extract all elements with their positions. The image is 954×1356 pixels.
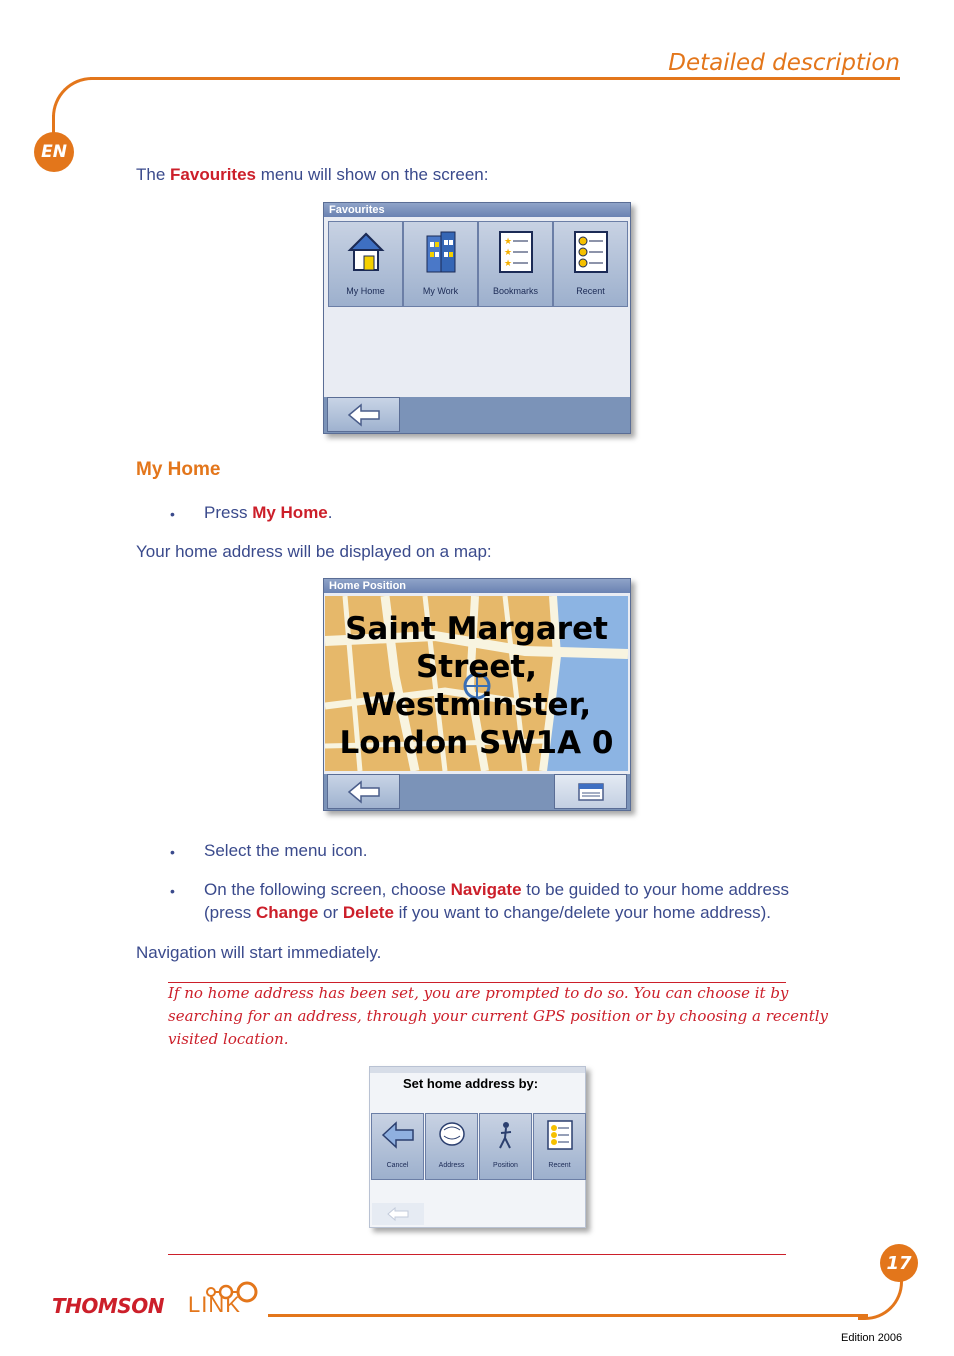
note-line-1: If no home address has been set, you are prompted to do so. You can choose it by bbox=[168, 984, 789, 1002]
walking-person-icon bbox=[489, 1120, 523, 1150]
address-line-2: Street, bbox=[415, 649, 538, 685]
change-post: if you want to change/delete your home address). bbox=[393, 903, 771, 922]
home-address-overlay bbox=[325, 610, 628, 762]
top-frame-line bbox=[90, 77, 900, 80]
office-building-icon bbox=[421, 230, 461, 274]
set-home-screen bbox=[369, 1066, 586, 1228]
note-line-2: searching for an address, through your current GPS position or by choosing a recently bbox=[168, 1007, 829, 1025]
bookmarks-label: Bookmarks bbox=[492, 286, 538, 296]
address-icon bbox=[435, 1120, 469, 1150]
page-number: 17 bbox=[880, 1244, 918, 1282]
intro-bold: Favourites bbox=[170, 165, 257, 184]
bookmark-list-icon bbox=[496, 230, 536, 274]
menu-icon bbox=[577, 782, 605, 802]
link-chain-icon bbox=[204, 1280, 266, 1304]
my-work-label: My Work bbox=[422, 286, 459, 296]
favourites-bottom-bar bbox=[324, 397, 630, 433]
recent-list-icon bbox=[571, 230, 611, 274]
address-label: Address bbox=[438, 1162, 465, 1169]
home-position-screen bbox=[323, 578, 631, 811]
edition-text: Edition 2006 bbox=[841, 1332, 903, 1344]
back-arrow-icon bbox=[347, 780, 381, 804]
bottom-frame-line bbox=[268, 1314, 868, 1317]
recent-location-button[interactable] bbox=[533, 1113, 586, 1180]
my-home-label: My Home bbox=[346, 286, 385, 296]
recent-list-icon bbox=[543, 1120, 577, 1150]
navigate-line-2 bbox=[204, 903, 771, 923]
navigate-pre: On the following screen, choose bbox=[204, 880, 451, 899]
favourites-screen bbox=[323, 202, 631, 434]
my-home-button[interactable] bbox=[328, 221, 403, 307]
home-bottom-bar bbox=[324, 774, 630, 810]
note-top-rule bbox=[168, 982, 786, 983]
svg-text:★: ★ bbox=[503, 247, 512, 257]
change-bold: Change bbox=[255, 903, 319, 922]
delete-bold: Delete bbox=[342, 903, 394, 922]
press-my-home-text bbox=[204, 503, 333, 523]
brand-name: THOMSON bbox=[52, 1294, 164, 1318]
map-intro-text: Your home address will be displayed on a map: bbox=[136, 542, 492, 561]
home-position-title: Home Position bbox=[324, 579, 630, 593]
change-pre: (press bbox=[204, 903, 256, 922]
set-home-title-bar bbox=[370, 1067, 585, 1073]
bullet1-post: . bbox=[327, 503, 333, 522]
bullet1-bold: My Home bbox=[252, 503, 328, 522]
intro-post: menu will show on the screen: bbox=[256, 165, 489, 184]
section-bottom-rule bbox=[168, 1254, 786, 1255]
intro-pre: The bbox=[136, 165, 171, 184]
recent-button[interactable] bbox=[553, 221, 628, 307]
navigation-start-text: Navigation will start immediately. bbox=[136, 943, 382, 962]
recent-label: Recent bbox=[576, 286, 605, 296]
bullet-dot-2: • bbox=[170, 844, 175, 860]
language-badge: EN bbox=[34, 132, 74, 172]
or-text: or bbox=[318, 903, 343, 922]
address-line-4: London SW1A 0 bbox=[339, 725, 614, 761]
top-frame-curve bbox=[52, 77, 99, 124]
intro-text bbox=[136, 165, 488, 185]
back-arrow-icon bbox=[381, 1120, 415, 1150]
address-line-1: Saint Margaret bbox=[345, 611, 608, 647]
my-home-heading: My Home bbox=[136, 459, 221, 480]
address-line-3: Westminster, bbox=[361, 687, 592, 723]
cancel-label: Cancel bbox=[386, 1162, 409, 1169]
recent-location-label: Recent bbox=[548, 1162, 571, 1169]
bullet1-pre: Press bbox=[204, 503, 253, 522]
back-arrow-icon bbox=[387, 1207, 409, 1221]
section-title: Detailed description bbox=[668, 50, 900, 76]
favourites-screen-title: Favourites bbox=[324, 203, 630, 217]
navigate-bold: Navigate bbox=[450, 880, 522, 899]
bullet-dot-1: • bbox=[170, 506, 175, 522]
set-home-prompt: Set home address by: bbox=[403, 1076, 539, 1091]
navigate-post: to be guided to your home address bbox=[521, 880, 789, 899]
my-work-button[interactable] bbox=[403, 221, 478, 307]
brand-link: LINK bbox=[188, 1292, 241, 1317]
select-menu-text: Select the menu icon. bbox=[204, 841, 368, 860]
bullet-dot-3: • bbox=[170, 883, 175, 899]
svg-text:★: ★ bbox=[503, 236, 512, 246]
address-button[interactable] bbox=[425, 1113, 478, 1180]
set-home-back-button[interactable] bbox=[372, 1203, 424, 1225]
svg-text:★: ★ bbox=[503, 258, 512, 268]
cancel-button[interactable] bbox=[371, 1113, 424, 1180]
bookmarks-button[interactable] bbox=[478, 221, 553, 307]
navigate-line-1 bbox=[204, 880, 789, 900]
home-back-button[interactable] bbox=[327, 774, 400, 809]
home-map bbox=[325, 596, 628, 771]
position-label: Position bbox=[493, 1162, 518, 1169]
house-icon bbox=[346, 230, 386, 274]
menu-button[interactable] bbox=[554, 774, 627, 809]
note-line-3: visited location. bbox=[168, 1030, 289, 1048]
thomson-link-logo bbox=[52, 1280, 267, 1320]
back-button[interactable] bbox=[327, 397, 400, 432]
back-arrow-icon bbox=[347, 403, 381, 427]
position-button[interactable] bbox=[479, 1113, 532, 1180]
